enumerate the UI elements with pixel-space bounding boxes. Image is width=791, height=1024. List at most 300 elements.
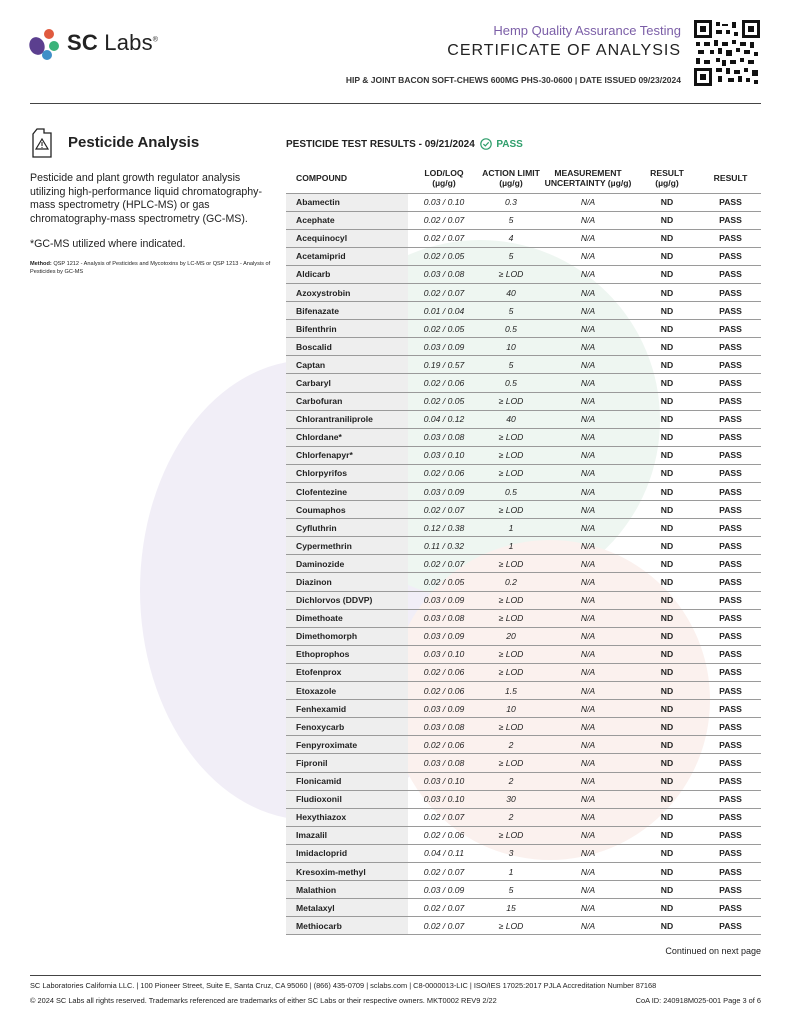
table-row bbox=[286, 718, 761, 736]
action-limit-cell: 0.3 bbox=[480, 193, 542, 211]
result-status-cell: PASS bbox=[700, 392, 761, 410]
lod-loq-cell: 0.02 / 0.07 bbox=[408, 555, 480, 573]
results-title-text: PESTICIDE TEST RESULTS - 09/21/2024 bbox=[286, 139, 475, 150]
results-title bbox=[286, 138, 523, 150]
result-value-cell: ND bbox=[634, 464, 700, 482]
table-row bbox=[286, 754, 761, 772]
table-row bbox=[286, 193, 761, 211]
result-status-cell: PASS bbox=[700, 374, 761, 392]
action-limit-cell: ≥ LOD bbox=[480, 464, 542, 482]
uncertainty-cell: N/A bbox=[542, 736, 634, 754]
action-limit-cell: ≥ LOD bbox=[480, 392, 542, 410]
table-row bbox=[286, 899, 761, 917]
result-status-cell: PASS bbox=[700, 736, 761, 754]
result-value-cell: ND bbox=[634, 356, 700, 374]
action-limit-cell: 4 bbox=[480, 229, 542, 247]
lod-loq-cell: 0.02 / 0.06 bbox=[408, 374, 480, 392]
compound-cell: Captan bbox=[286, 356, 408, 374]
compound-cell: Methiocarb bbox=[286, 917, 408, 935]
action-limit-cell: 10 bbox=[480, 700, 542, 718]
result-status-cell: PASS bbox=[700, 862, 761, 880]
uncertainty-cell: N/A bbox=[542, 808, 634, 826]
action-limit-cell: 1 bbox=[480, 519, 542, 537]
table-row bbox=[286, 356, 761, 374]
uncertainty-cell: N/A bbox=[542, 555, 634, 573]
result-status-cell: PASS bbox=[700, 808, 761, 826]
result-value-cell: ND bbox=[634, 519, 700, 537]
result-status-cell: PASS bbox=[700, 682, 761, 700]
result-status-cell: PASS bbox=[700, 229, 761, 247]
result-status-cell: PASS bbox=[700, 519, 761, 537]
lod-loq-cell: 0.03 / 0.09 bbox=[408, 881, 480, 899]
action-limit-cell: 0.5 bbox=[480, 320, 542, 338]
lod-loq-cell: 0.03 / 0.09 bbox=[408, 483, 480, 501]
uncertainty-cell: N/A bbox=[542, 446, 634, 464]
pesticide-bottle-icon bbox=[30, 128, 54, 158]
result-value-cell: ND bbox=[634, 700, 700, 718]
table-row bbox=[286, 736, 761, 754]
action-limit-cell: 2 bbox=[480, 772, 542, 790]
uncertainty-cell: N/A bbox=[542, 464, 634, 482]
continued-note: Continued on next page bbox=[665, 946, 761, 956]
lod-loq-cell: 0.02 / 0.07 bbox=[408, 229, 480, 247]
uncertainty-cell: N/A bbox=[542, 283, 634, 301]
uncertainty-cell: N/A bbox=[542, 410, 634, 428]
result-value-cell: ND bbox=[634, 302, 700, 320]
result-value-cell: ND bbox=[634, 844, 700, 862]
uncertainty-cell: N/A bbox=[542, 392, 634, 410]
action-limit-cell: 0.5 bbox=[480, 374, 542, 392]
result-status-cell: PASS bbox=[700, 609, 761, 627]
compound-cell: Etoxazole bbox=[286, 682, 408, 700]
lod-loq-cell: 0.02 / 0.07 bbox=[408, 862, 480, 880]
uncertainty-cell: N/A bbox=[542, 754, 634, 772]
logo-suffix: Labs bbox=[104, 30, 153, 55]
result-value-cell: ND bbox=[634, 790, 700, 808]
action-limit-cell: 20 bbox=[480, 627, 542, 645]
table-row bbox=[286, 410, 761, 428]
action-limit-cell: ≥ LOD bbox=[480, 555, 542, 573]
result-status-cell: PASS bbox=[700, 718, 761, 736]
footer-address: SC Laboratories California LLC. | 100 Pioneer Street, Suite E, Santa Cruz, CA 95060 | (866) 435-0709 | sclabs.com | C8-0000013-LIC | ISO/IES 17025:2017 PJLA Accreditation Number 87168 bbox=[30, 981, 657, 990]
lod-loq-cell: 0.04 / 0.11 bbox=[408, 844, 480, 862]
result-status-cell: PASS bbox=[700, 555, 761, 573]
table-row bbox=[286, 519, 761, 537]
action-limit-cell: ≥ LOD bbox=[480, 663, 542, 681]
header-meta: HIP & JOINT BACON SOFT-CHEWS 600MG PHS-30-0600 | DATE ISSUED 09/23/2024 bbox=[345, 75, 681, 85]
qr-code-icon bbox=[694, 20, 760, 86]
compound-cell: Dichlorvos (DDVP) bbox=[286, 591, 408, 609]
uncertainty-cell: N/A bbox=[542, 483, 634, 501]
uncertainty-cell: N/A bbox=[542, 302, 634, 320]
result-value-cell: ND bbox=[634, 501, 700, 519]
uncertainty-cell: N/A bbox=[542, 519, 634, 537]
result-value-cell: ND bbox=[634, 555, 700, 573]
compound-cell: Abamectin bbox=[286, 193, 408, 211]
result-status-cell: PASS bbox=[700, 410, 761, 428]
action-limit-cell: 5 bbox=[480, 211, 542, 229]
uncertainty-cell: N/A bbox=[542, 917, 634, 935]
section-description-text: Pesticide and plant growth regulator analysis utilizing high-performance liquid chromatography-mass spectrometry (HPLC-MS) or gas chromatography-mass spectrometry (GC-MS). bbox=[30, 172, 263, 225]
column-header-action-limit: ACTION LIMIT (µg/g) bbox=[480, 164, 542, 193]
action-limit-cell: ≥ LOD bbox=[480, 446, 542, 464]
result-value-cell: ND bbox=[634, 193, 700, 211]
uncertainty-cell: N/A bbox=[542, 700, 634, 718]
compound-cell: Chlorpyrifos bbox=[286, 464, 408, 482]
table-row bbox=[286, 302, 761, 320]
result-value-cell: ND bbox=[634, 247, 700, 265]
lod-loq-cell: 0.04 / 0.12 bbox=[408, 410, 480, 428]
compound-cell: Chlorfenapyr* bbox=[286, 446, 408, 464]
compound-cell: Fludioxonil bbox=[286, 790, 408, 808]
sc-labs-logo bbox=[27, 26, 187, 62]
uncertainty-cell: N/A bbox=[542, 627, 634, 645]
result-status-cell: PASS bbox=[700, 754, 761, 772]
result-value-cell: ND bbox=[634, 392, 700, 410]
compound-cell: Daminozide bbox=[286, 555, 408, 573]
lod-loq-cell: 0.03 / 0.10 bbox=[408, 446, 480, 464]
result-value-cell: ND bbox=[634, 718, 700, 736]
action-limit-cell: ≥ LOD bbox=[480, 265, 542, 283]
table-row bbox=[286, 428, 761, 446]
action-limit-cell: ≥ LOD bbox=[480, 826, 542, 844]
lod-loq-cell: 0.03 / 0.09 bbox=[408, 700, 480, 718]
lod-loq-cell: 0.02 / 0.07 bbox=[408, 283, 480, 301]
table-row bbox=[286, 700, 761, 718]
lod-loq-cell: 0.02 / 0.07 bbox=[408, 917, 480, 935]
table-row bbox=[286, 772, 761, 790]
table-row bbox=[286, 862, 761, 880]
table-row bbox=[286, 826, 761, 844]
method-label: Method: bbox=[30, 261, 52, 268]
uncertainty-cell: N/A bbox=[542, 790, 634, 808]
action-limit-cell: 40 bbox=[480, 283, 542, 301]
result-value-cell: ND bbox=[634, 537, 700, 555]
lod-loq-cell: 0.03 / 0.10 bbox=[408, 645, 480, 663]
action-limit-cell: ≥ LOD bbox=[480, 917, 542, 935]
action-limit-cell: 2 bbox=[480, 736, 542, 754]
compound-cell: Azoxystrobin bbox=[286, 283, 408, 301]
result-status-cell: PASS bbox=[700, 356, 761, 374]
compound-cell: Imidacloprid bbox=[286, 844, 408, 862]
action-limit-cell: 2 bbox=[480, 808, 542, 826]
table-row bbox=[286, 464, 761, 482]
result-status-cell: PASS bbox=[700, 265, 761, 283]
result-value-cell: ND bbox=[634, 808, 700, 826]
uncertainty-cell: N/A bbox=[542, 356, 634, 374]
method-note bbox=[30, 260, 276, 276]
compound-cell: Carbofuran bbox=[286, 392, 408, 410]
table-row bbox=[286, 663, 761, 681]
uncertainty-cell: N/A bbox=[542, 374, 634, 392]
result-status-cell: PASS bbox=[700, 211, 761, 229]
result-value-cell: ND bbox=[634, 211, 700, 229]
result-status-cell: PASS bbox=[700, 247, 761, 265]
uncertainty-cell: N/A bbox=[542, 428, 634, 446]
result-status-cell: PASS bbox=[700, 446, 761, 464]
compound-cell: Imazalil bbox=[286, 826, 408, 844]
compound-cell: Boscalid bbox=[286, 338, 408, 356]
compound-cell: Coumaphos bbox=[286, 501, 408, 519]
lod-loq-cell: 0.02 / 0.06 bbox=[408, 826, 480, 844]
lod-loq-cell: 0.03 / 0.09 bbox=[408, 338, 480, 356]
result-value-cell: ND bbox=[634, 338, 700, 356]
pesticide-results-table bbox=[286, 164, 761, 935]
table-body bbox=[286, 193, 761, 935]
table-row bbox=[286, 537, 761, 555]
uncertainty-cell: N/A bbox=[542, 772, 634, 790]
action-limit-cell: 5 bbox=[480, 247, 542, 265]
compound-cell: Carbaryl bbox=[286, 374, 408, 392]
uncertainty-cell: N/A bbox=[542, 645, 634, 663]
compound-cell: Diazinon bbox=[286, 573, 408, 591]
table-row bbox=[286, 283, 761, 301]
action-limit-cell: ≥ LOD bbox=[480, 428, 542, 446]
result-value-cell: ND bbox=[634, 374, 700, 392]
compound-cell: Chlordane* bbox=[286, 428, 408, 446]
result-status-cell: PASS bbox=[700, 320, 761, 338]
result-status-cell: PASS bbox=[700, 772, 761, 790]
compound-cell: Hexythiazox bbox=[286, 808, 408, 826]
uncertainty-cell: N/A bbox=[542, 247, 634, 265]
uncertainty-cell: N/A bbox=[542, 320, 634, 338]
result-status-cell: PASS bbox=[700, 338, 761, 356]
action-limit-cell: ≥ LOD bbox=[480, 501, 542, 519]
lod-loq-cell: 0.03 / 0.09 bbox=[408, 591, 480, 609]
result-value-cell: ND bbox=[634, 283, 700, 301]
table-row bbox=[286, 229, 761, 247]
action-limit-cell: 1 bbox=[480, 862, 542, 880]
action-limit-cell: 3 bbox=[480, 844, 542, 862]
action-limit-cell: 40 bbox=[480, 410, 542, 428]
footer-coa-id: CoA ID: 240918M025-001 Page 3 of 6 bbox=[635, 996, 761, 1005]
uncertainty-cell: N/A bbox=[542, 211, 634, 229]
compound-cell: Acephate bbox=[286, 211, 408, 229]
lod-loq-cell: 0.03 / 0.10 bbox=[408, 772, 480, 790]
result-status-cell: PASS bbox=[700, 790, 761, 808]
table-row bbox=[286, 374, 761, 392]
action-limit-cell: ≥ LOD bbox=[480, 754, 542, 772]
header-title: CERTIFICATE OF ANALYSIS bbox=[447, 42, 681, 59]
table-row bbox=[286, 483, 761, 501]
table-row bbox=[286, 682, 761, 700]
table-row bbox=[286, 501, 761, 519]
uncertainty-cell: N/A bbox=[542, 663, 634, 681]
lod-loq-cell: 0.02 / 0.05 bbox=[408, 392, 480, 410]
compound-cell: Metalaxyl bbox=[286, 899, 408, 917]
result-value-cell: ND bbox=[634, 826, 700, 844]
action-limit-cell: 30 bbox=[480, 790, 542, 808]
uncertainty-cell: N/A bbox=[542, 573, 634, 591]
lod-loq-cell: 0.19 / 0.57 bbox=[408, 356, 480, 374]
result-status-cell: PASS bbox=[700, 283, 761, 301]
uncertainty-cell: N/A bbox=[542, 899, 634, 917]
compound-cell: Fenpyroximate bbox=[286, 736, 408, 754]
column-header-result-value: RESULT (µg/g) bbox=[634, 164, 700, 193]
sc-labs-logo-icon bbox=[27, 26, 63, 62]
section-description bbox=[30, 128, 276, 276]
result-value-cell: ND bbox=[634, 320, 700, 338]
compound-cell: Kresoxim-methyl bbox=[286, 862, 408, 880]
result-status-cell: PASS bbox=[700, 591, 761, 609]
uncertainty-cell: N/A bbox=[542, 338, 634, 356]
compound-cell: Fipronil bbox=[286, 754, 408, 772]
result-status-cell: PASS bbox=[700, 464, 761, 482]
result-value-cell: ND bbox=[634, 645, 700, 663]
result-status-cell: PASS bbox=[700, 844, 761, 862]
table-row bbox=[286, 573, 761, 591]
footer-copyright: © 2024 SC Labs all rights reserved. Trademarks referenced are trademarks of either SC Labs or their respective owners. MKT0002 REV9 2/22 bbox=[30, 996, 497, 1005]
table-row bbox=[286, 609, 761, 627]
footer-divider bbox=[30, 975, 761, 976]
compound-cell: Dimethomorph bbox=[286, 627, 408, 645]
result-status-cell: PASS bbox=[700, 663, 761, 681]
check-circle-icon bbox=[480, 138, 492, 150]
uncertainty-cell: N/A bbox=[542, 881, 634, 899]
result-value-cell: ND bbox=[634, 772, 700, 790]
lod-loq-cell: 0.02 / 0.06 bbox=[408, 736, 480, 754]
lod-loq-cell: 0.03 / 0.09 bbox=[408, 627, 480, 645]
result-status-cell: PASS bbox=[700, 700, 761, 718]
logo-wordmark bbox=[67, 30, 158, 56]
action-limit-cell: ≥ LOD bbox=[480, 591, 542, 609]
lod-loq-cell: 0.03 / 0.08 bbox=[408, 609, 480, 627]
table-row bbox=[286, 844, 761, 862]
result-value-cell: ND bbox=[634, 682, 700, 700]
table-row bbox=[286, 591, 761, 609]
column-header-lod-loq: LOD/LOQ (µg/g) bbox=[408, 164, 480, 193]
action-limit-cell: ≥ LOD bbox=[480, 645, 542, 663]
lod-loq-cell: 0.02 / 0.05 bbox=[408, 247, 480, 265]
result-value-cell: ND bbox=[634, 573, 700, 591]
header-subtitle: Hemp Quality Assurance Testing bbox=[493, 23, 681, 38]
lod-loq-cell: 0.03 / 0.08 bbox=[408, 718, 480, 736]
result-value-cell: ND bbox=[634, 736, 700, 754]
gcms-note: *GC-MS utilized where indicated. bbox=[30, 238, 186, 251]
result-status-cell: PASS bbox=[700, 428, 761, 446]
result-value-cell: ND bbox=[634, 862, 700, 880]
compound-cell: Etofenprox bbox=[286, 663, 408, 681]
table-row bbox=[286, 446, 761, 464]
result-status-cell: PASS bbox=[700, 537, 761, 555]
action-limit-cell: 0.5 bbox=[480, 483, 542, 501]
lod-loq-cell: 0.03 / 0.08 bbox=[408, 754, 480, 772]
logo-brand: SC bbox=[67, 30, 98, 55]
table-row bbox=[286, 881, 761, 899]
table-row bbox=[286, 627, 761, 645]
uncertainty-cell: N/A bbox=[542, 682, 634, 700]
result-value-cell: ND bbox=[634, 754, 700, 772]
table-row bbox=[286, 790, 761, 808]
lod-loq-cell: 0.03 / 0.10 bbox=[408, 193, 480, 211]
uncertainty-cell: N/A bbox=[542, 501, 634, 519]
result-value-cell: ND bbox=[634, 609, 700, 627]
uncertainty-cell: N/A bbox=[542, 229, 634, 247]
table-row bbox=[286, 211, 761, 229]
uncertainty-cell: N/A bbox=[542, 718, 634, 736]
table-row bbox=[286, 320, 761, 338]
lod-loq-cell: 0.02 / 0.07 bbox=[408, 211, 480, 229]
compound-cell: Aldicarb bbox=[286, 265, 408, 283]
lod-loq-cell: 0.02 / 0.07 bbox=[408, 808, 480, 826]
compound-cell: Fenhexamid bbox=[286, 700, 408, 718]
result-value-cell: ND bbox=[634, 917, 700, 935]
lod-loq-cell: 0.03 / 0.10 bbox=[408, 790, 480, 808]
uncertainty-cell: N/A bbox=[542, 826, 634, 844]
lod-loq-cell: 0.02 / 0.07 bbox=[408, 501, 480, 519]
compound-cell: Cypermethrin bbox=[286, 537, 408, 555]
result-status-cell: PASS bbox=[700, 483, 761, 501]
result-status-cell: PASS bbox=[700, 826, 761, 844]
action-limit-cell: ≥ LOD bbox=[480, 718, 542, 736]
action-limit-cell: 1 bbox=[480, 537, 542, 555]
lod-loq-cell: 0.02 / 0.06 bbox=[408, 682, 480, 700]
action-limit-cell: 15 bbox=[480, 899, 542, 917]
method-text: QSP 1212 - Analysis of Pesticides and Mycotoxins by LC-MS or QSP 1213 - Analysis of Pesticides by GC-MS bbox=[30, 261, 271, 276]
logo-registered-mark: ® bbox=[152, 36, 159, 44]
result-status-cell: PASS bbox=[700, 573, 761, 591]
table-row bbox=[286, 808, 761, 826]
result-status-cell: PASS bbox=[700, 302, 761, 320]
column-header-result-status: RESULT bbox=[700, 164, 761, 193]
compound-cell: Clofentezine bbox=[286, 483, 408, 501]
table-row bbox=[286, 338, 761, 356]
result-value-cell: ND bbox=[634, 591, 700, 609]
uncertainty-cell: N/A bbox=[542, 844, 634, 862]
result-value-cell: ND bbox=[634, 663, 700, 681]
uncertainty-cell: N/A bbox=[542, 591, 634, 609]
table-row bbox=[286, 247, 761, 265]
uncertainty-cell: N/A bbox=[542, 862, 634, 880]
action-limit-cell: 10 bbox=[480, 338, 542, 356]
lod-loq-cell: 0.02 / 0.05 bbox=[408, 320, 480, 338]
result-value-cell: ND bbox=[634, 265, 700, 283]
result-value-cell: ND bbox=[634, 483, 700, 501]
result-status-cell: PASS bbox=[700, 917, 761, 935]
uncertainty-cell: N/A bbox=[542, 265, 634, 283]
lod-loq-cell: 0.02 / 0.06 bbox=[408, 464, 480, 482]
lod-loq-cell: 0.03 / 0.08 bbox=[408, 428, 480, 446]
result-status-cell: PASS bbox=[700, 627, 761, 645]
table-row bbox=[286, 265, 761, 283]
column-header-measurement-uncertainty: MEASUREMENT UNCERTAINTY (µg/g) bbox=[542, 164, 634, 193]
result-value-cell: ND bbox=[634, 881, 700, 899]
action-limit-cell: 5 bbox=[480, 302, 542, 320]
results-status: PASS bbox=[496, 139, 523, 150]
lod-loq-cell: 0.02 / 0.05 bbox=[408, 573, 480, 591]
result-value-cell: ND bbox=[634, 410, 700, 428]
compound-cell: Malathion bbox=[286, 881, 408, 899]
compound-cell: Cyfluthrin bbox=[286, 519, 408, 537]
lod-loq-cell: 0.12 / 0.38 bbox=[408, 519, 480, 537]
action-limit-cell: 5 bbox=[480, 881, 542, 899]
section-title: Pesticide Analysis bbox=[68, 134, 200, 151]
table-row bbox=[286, 645, 761, 663]
result-value-cell: ND bbox=[634, 446, 700, 464]
compound-cell: Fenoxycarb bbox=[286, 718, 408, 736]
compound-cell: Dimethoate bbox=[286, 609, 408, 627]
page-header bbox=[0, 0, 791, 104]
compound-cell: Flonicamid bbox=[286, 772, 408, 790]
result-value-cell: ND bbox=[634, 899, 700, 917]
result-value-cell: ND bbox=[634, 627, 700, 645]
action-limit-cell: ≥ LOD bbox=[480, 609, 542, 627]
compound-cell: Acequinocyl bbox=[286, 229, 408, 247]
table-row bbox=[286, 917, 761, 935]
action-limit-cell: 1.5 bbox=[480, 682, 542, 700]
result-status-cell: PASS bbox=[700, 501, 761, 519]
compound-cell: Ethoprophos bbox=[286, 645, 408, 663]
